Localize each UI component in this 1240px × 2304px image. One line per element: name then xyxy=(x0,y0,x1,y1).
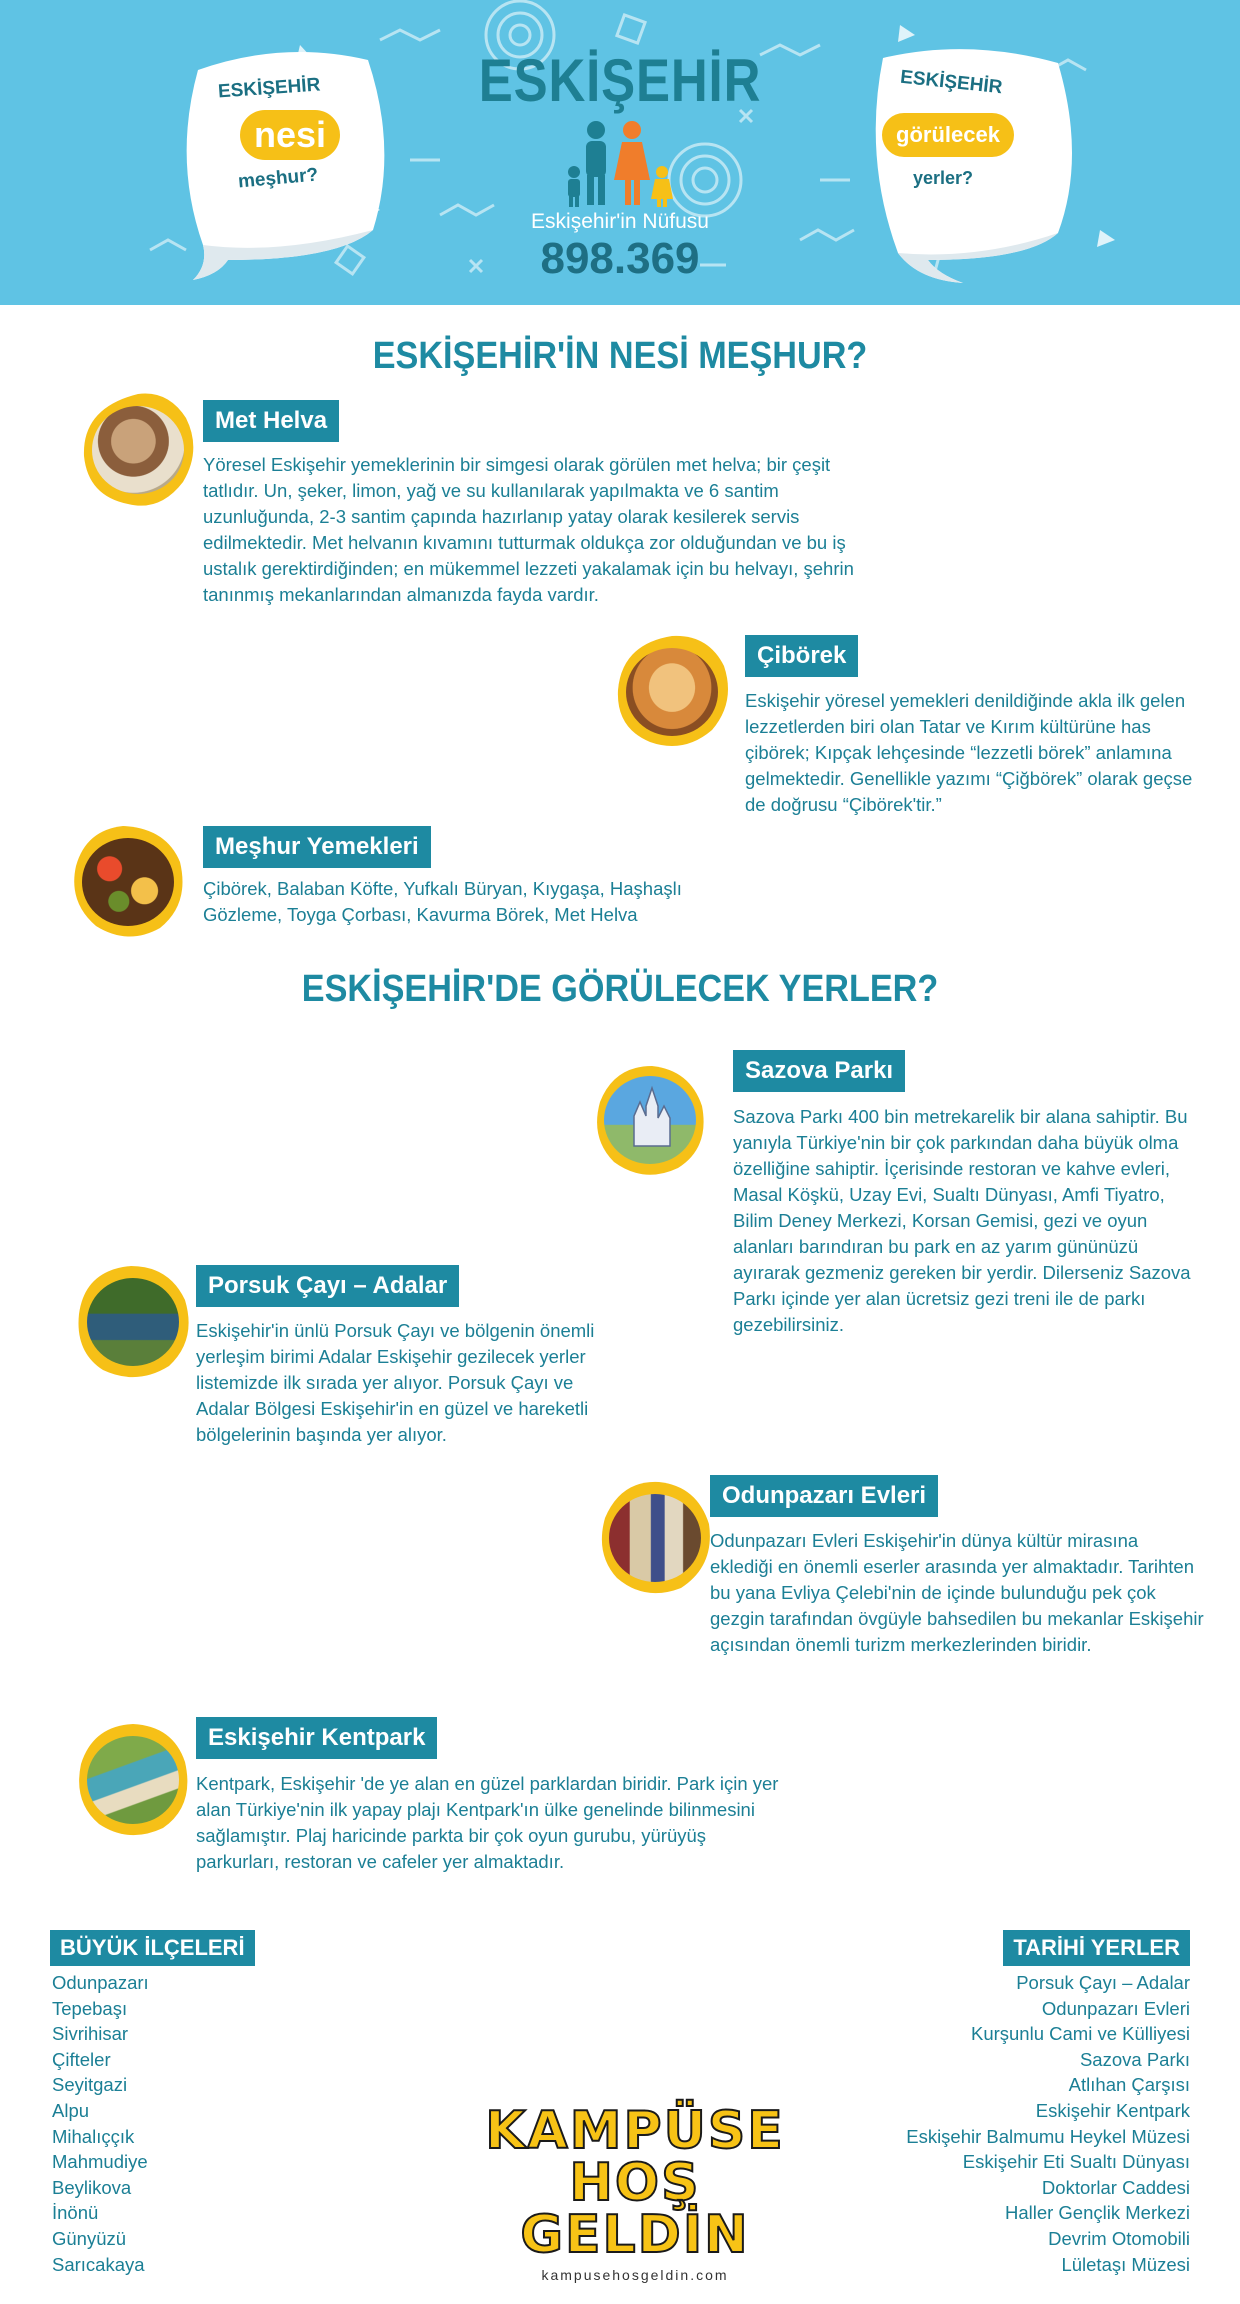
porsuk-description: Eskişehir'in ünlü Porsuk Çayı ve bölgenin önemli yerleşim birimi Adalar Eskişehir gezilecek yerler listemizde ilk sırada yer alıyor. Porsuk Çayı ve Adalar Bölgesi Eskişehir'in en güzel ve hareketli bölgelerinin başında yer alıyor. xyxy=(196,1320,595,1445)
district-item: Alpu xyxy=(52,2099,90,2121)
historic-item: Lületaşı Müzesi xyxy=(1061,2253,1190,2275)
kentpark-description: Kentpark, Eskişehir 'de ye alan en güzel parklardan biridir. Park için yer alan Türkiye'nin ilk yapay plajı Kentpark'ın ülke genelinde bilinmesini sağlamıştır. Plaj haricinde parkta bir çok oyun gurubu, yürüyüş parkurları, restoran ve cafeler yer almaktadır. xyxy=(196,1773,779,1872)
district-item: Beylikova xyxy=(52,2176,132,2198)
population-label: Eskişehir'in Nüfusu xyxy=(531,210,709,233)
met-helva-description: Yöresel Eskişehir yemeklerinin bir simgesi olarak görülen met helva; bir çeşit tatlıdır. Un, şeker, limon, yağ ve su kullanılarak yapılmakta ve 6 santim uzunluğunda, 2-3 santim çapında hazırlanıp yatay olarak kesilerek servis edilmektedir. Met helvanın kıvamını tutturmak oldukça zor olduğundan ve bu iş ustalık gerektirdiğinden; en mükemmel lezzeti yakalamak için bu helvayı, şehrin tanınmış mekanlarından almanızda fayda vardır. xyxy=(203,454,854,605)
places-section-title: ESKİŞEHİR'DE GÖRÜLECEK YERLER? xyxy=(301,968,939,1010)
page-title: ESKİŞEHİR xyxy=(478,47,762,114)
odunpazari-description: Odunpazarı Evleri Eskişehir'in dünya kültür mirasına eklediği en önemli eserler arasında yer almaktadır. Tarihten bu yana Evliya Çelebi'nin de içinde bulunduğu pek çok gezgin tarafından övgüyle bahsedilen bu mekanlar Eskişehir açısından önemli turizm merkezlerinden biridir. xyxy=(710,1530,1204,1655)
kentpark-title: Eskişehir Kentpark xyxy=(196,1717,437,1759)
kentpark-thumbnail xyxy=(73,1720,193,1840)
population-value: 898.369 xyxy=(540,234,700,283)
odunpazari-title: Odunpazarı Evleri xyxy=(710,1475,938,1517)
header-banner xyxy=(0,0,1240,305)
district-item: Çifteler xyxy=(52,2048,111,2070)
historic-item: Eskişehir Balmumu Heykel Müzesi xyxy=(906,2125,1190,2147)
historic-item: Eskişehir Kentpark xyxy=(1035,2099,1190,2121)
river-photo xyxy=(87,1278,179,1366)
districts-list xyxy=(52,1970,149,2277)
historic-item: Kurşunlu Cami ve Külliyesi xyxy=(970,2023,1190,2045)
historic-item: Haller Gençlik Merkezi xyxy=(1004,2202,1190,2224)
family-icon xyxy=(566,120,676,210)
district-item: Mahmudiye xyxy=(52,2151,148,2173)
food-section-title: ESKİŞEHİR'İN NESİ MEŞHUR? xyxy=(372,335,868,377)
ciborek-photo xyxy=(626,648,718,736)
sazova-title: Sazova Parkı xyxy=(733,1050,905,1092)
historic-item: Atlıhan Çarşısı xyxy=(1068,2074,1190,2096)
district-item: Tepebaşı xyxy=(52,1997,128,2019)
historic-title: TARİHİ YERLER xyxy=(1003,1930,1190,1966)
met-helva-title: Met Helva xyxy=(203,400,339,442)
sazova-thumbnail xyxy=(590,1060,710,1180)
sazova-description: Sazova Parkı 400 bin metrekarelik bir alana sahiptir. Bu yanıyla Türkiye'nin bir çok parkından daha büyük olma özelliğine sahiptir. İçerisinde restoran ve kahve evleri, Masal Köşkü, Uzay Evi, Sualtı Dünyası, Amfi Tiyatro, Bilim Deney Merkezi, Korsan Gemisi, gezi ve oyun alanları barındıran bu park en az yarım gününüzü ayırarak gezmeniz gereken bir yerdir. Dilerseniz Sazova Parkı içinde yer alan ücretsiz gezi treni ile de parkı gezebilirsiniz. xyxy=(733,1106,1191,1335)
logo-line2: HOŞ GELDİN xyxy=(520,2153,750,2265)
dishes-thumbnail xyxy=(68,822,188,942)
porsuk-title: Porsuk Çayı – Adalar xyxy=(196,1265,459,1307)
district-item: İnönü xyxy=(52,2202,99,2224)
halva-photo xyxy=(92,406,184,494)
left-bubble-highlight: nesi xyxy=(240,110,340,160)
district-item: Odunpazarı xyxy=(52,1972,149,1993)
odunpazari-thumbnail xyxy=(595,1478,715,1598)
district-item: Seyitgazi xyxy=(52,2074,128,2096)
ciborek-thumbnail xyxy=(612,632,732,752)
right-bubble-highlight: görülecek xyxy=(882,113,1014,157)
historic-item: Devrim Otomobili xyxy=(1048,2227,1190,2249)
historic-item: Sazova Parkı xyxy=(1079,2048,1190,2070)
ciborek-title: Çibörek xyxy=(745,635,858,677)
meshur-yemekleri-title: Meşhur Yemekleri xyxy=(203,826,431,868)
left-bubble-line1: ESKİŞEHİR xyxy=(217,74,321,103)
right-bubble-line1: ESKİŞEHİR xyxy=(899,66,1004,99)
meshur-yemekleri-description: Çibörek, Balaban Köfte, Yufkalı Büryan, Kıygaşa, Haşhaşlı Gözleme, Toyga Çorbası, Kavurma Börek, Met Helva xyxy=(203,878,682,925)
ciborek-description: Eskişehir yöresel yemekleri denildiğinde akla ilk gelen lezzetlerden biri olan Tatar ve Kırım kültürüne has çibörek; Kıpçak lehçesinde “lezzetli börek” anlamına gelmektedir. Genellikle yazımı “Çiğbörek” olarak geçse de doğrusu “Çibörek'tir.” xyxy=(745,690,1193,815)
historic-list xyxy=(906,1970,1190,2277)
district-item: Mihalıççık xyxy=(52,2125,135,2147)
district-item: Günyüzü xyxy=(52,2227,127,2249)
historic-item: Doktorlar Caddesi xyxy=(1041,2176,1190,2198)
dishes-photo xyxy=(82,838,174,926)
porsuk-thumbnail xyxy=(73,1262,193,1382)
kampuse-logo xyxy=(485,2101,785,2283)
logo-url: kampusehosgeldin.com xyxy=(541,2267,729,2283)
historic-item: Odunpazarı Evleri xyxy=(1041,1997,1190,2019)
left-bubble-line3: meşhur? xyxy=(237,164,319,193)
district-item: Sivrihisar xyxy=(52,2023,129,2045)
castle-photo xyxy=(604,1076,696,1164)
districts-title: BÜYÜK İLÇELERİ xyxy=(50,1930,255,1966)
logo-line1: KAMPÜSE xyxy=(485,2101,785,2161)
park-photo xyxy=(87,1736,179,1824)
historic-item: Porsuk Çayı – Adalar xyxy=(1016,1972,1190,1993)
historic-item: Eskişehir Eti Sualtı Dünyası xyxy=(962,2151,1190,2173)
houses-photo xyxy=(609,1494,701,1582)
right-bubble-line3: yerler? xyxy=(913,168,974,188)
met-helva-thumbnail xyxy=(78,390,198,510)
district-item: Sarıcakaya xyxy=(52,2253,145,2275)
